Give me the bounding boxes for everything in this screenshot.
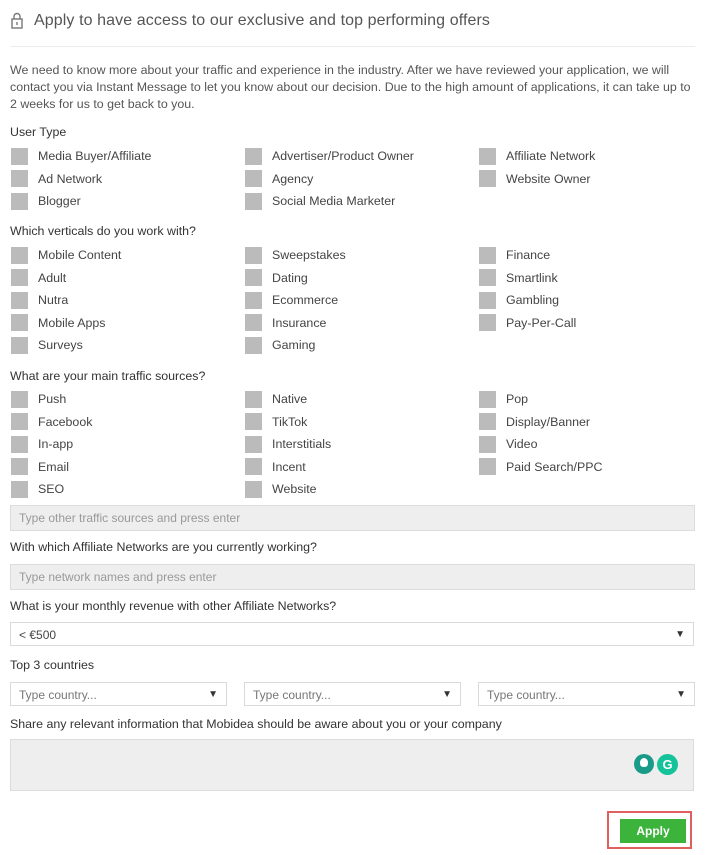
checkbox-option[interactable] xyxy=(245,145,479,168)
info-label: Share any relevant information that Mobidea should be aware about you or your company xyxy=(10,717,502,731)
checkbox[interactable] xyxy=(11,247,28,264)
countries-label: Top 3 countries xyxy=(10,658,95,672)
dropdown-arrow-icon: ▼ xyxy=(442,689,452,700)
checkbox-option[interactable] xyxy=(479,168,701,191)
dropdown-arrow-icon: ▼ xyxy=(676,689,686,700)
checkbox-label: Media Buyer/Affiliate xyxy=(38,149,152,164)
checkbox[interactable] xyxy=(245,413,262,430)
verticals-options xyxy=(11,244,701,357)
country-select-2[interactable] xyxy=(244,682,461,706)
checkbox-label: Ad Network xyxy=(38,171,103,186)
checkbox-option[interactable] xyxy=(245,190,479,213)
checkbox-option[interactable] xyxy=(479,267,701,290)
user-type-label: User Type xyxy=(10,125,67,139)
checkbox[interactable] xyxy=(11,391,28,408)
checkbox-label: Sweepstakes xyxy=(272,248,346,263)
checkbox-label: Finance xyxy=(506,248,551,263)
checkbox-option[interactable] xyxy=(11,388,245,411)
dropdown-arrow-icon: ▼ xyxy=(208,689,218,700)
checkbox-label: Ecommerce xyxy=(272,293,339,308)
revenue-value: < €500 xyxy=(19,628,57,642)
checkbox-option[interactable] xyxy=(11,168,245,191)
checkbox[interactable] xyxy=(479,170,496,187)
checkbox[interactable] xyxy=(479,391,496,408)
user-type-options xyxy=(11,145,701,213)
checkbox[interactable] xyxy=(11,269,28,286)
checkbox-option[interactable] xyxy=(479,244,701,267)
checkbox-label: Smartlink xyxy=(506,270,558,285)
checkbox-option[interactable] xyxy=(11,456,245,479)
checkbox-option[interactable] xyxy=(11,411,245,434)
checkbox-label: In-app xyxy=(38,437,74,452)
checkbox[interactable] xyxy=(245,193,262,210)
checkbox-label: Dating xyxy=(272,270,308,285)
checkbox-label: Gaming xyxy=(272,338,316,353)
networks-input[interactable]: Type network names and press enter xyxy=(10,564,695,590)
checkbox-option[interactable] xyxy=(479,289,701,312)
checkbox-label: Website Owner xyxy=(506,171,591,186)
checkbox-label: Surveys xyxy=(38,338,83,353)
checkbox[interactable] xyxy=(11,148,28,165)
apply-button[interactable]: Apply xyxy=(620,819,686,843)
checkbox[interactable] xyxy=(245,337,262,354)
checkbox-label: Advertiser/Product Owner xyxy=(272,149,414,164)
lock-icon xyxy=(10,12,24,30)
checkbox[interactable] xyxy=(11,481,28,498)
verticals-label: Which verticals do you work with? xyxy=(10,224,196,238)
checkbox[interactable] xyxy=(245,314,262,331)
checkbox[interactable] xyxy=(245,269,262,286)
checkbox[interactable] xyxy=(11,337,28,354)
revenue-label: What is your monthly revenue with other Affiliate Networks? xyxy=(10,599,337,613)
checkbox-label: Interstitials xyxy=(272,437,332,452)
country-placeholder: Type country... xyxy=(19,688,97,702)
checkbox-option[interactable] xyxy=(245,433,479,456)
checkbox-label: Pay-Per-Call xyxy=(506,315,577,330)
country-placeholder: Type country... xyxy=(487,688,565,702)
checkbox-option[interactable] xyxy=(11,244,245,267)
checkbox[interactable] xyxy=(479,314,496,331)
checkbox-option[interactable] xyxy=(245,456,479,479)
checkbox-option[interactable] xyxy=(11,312,245,335)
checkbox[interactable] xyxy=(11,413,28,430)
checkbox-option[interactable] xyxy=(479,456,701,479)
checkbox[interactable] xyxy=(479,436,496,453)
checkbox[interactable] xyxy=(11,193,28,210)
traffic-options xyxy=(11,388,701,501)
checkbox-label: SEO xyxy=(38,482,65,497)
checkbox[interactable] xyxy=(479,148,496,165)
dropdown-arrow-icon: ▼ xyxy=(675,629,685,640)
checkbox-option[interactable] xyxy=(11,334,245,357)
checkbox[interactable] xyxy=(11,314,28,331)
checkbox-option[interactable] xyxy=(11,267,245,290)
checkbox-option[interactable] xyxy=(245,478,479,501)
checkbox[interactable] xyxy=(245,247,262,264)
checkbox-label: Push xyxy=(38,392,67,407)
checkbox-label: Social Media Marketer xyxy=(272,194,396,209)
checkbox[interactable] xyxy=(245,170,262,187)
country-placeholder: Type country... xyxy=(253,688,331,702)
revenue-select[interactable] xyxy=(10,622,694,646)
checkbox-label: Website xyxy=(272,482,317,497)
checkbox-label: Facebook xyxy=(38,414,93,429)
checkbox-label: Nutra xyxy=(38,293,69,308)
checkbox-label: Incent xyxy=(272,459,306,474)
checkbox-option[interactable] xyxy=(11,190,245,213)
checkbox-label: Pop xyxy=(506,392,529,407)
checkbox-option[interactable] xyxy=(479,411,701,434)
checkbox-label: Affiliate Network xyxy=(506,149,596,164)
checkbox-label: Blogger xyxy=(38,194,81,209)
checkbox[interactable] xyxy=(245,436,262,453)
intro-text: We need to know more about your traffic and experience in the industry. After we have reviewed your application, we will contact you via Instant Message to let you know about our decision. Due to the high amount of applications, it can take up to 2 weeks for us to get back to you. xyxy=(10,63,691,111)
country-select-3[interactable] xyxy=(478,682,695,706)
checkbox-option[interactable] xyxy=(245,289,479,312)
form-header xyxy=(10,12,490,30)
checkbox-option[interactable] xyxy=(245,244,479,267)
grammarly-logo-icon[interactable] xyxy=(657,754,678,775)
checkbox-label: Email xyxy=(38,459,69,474)
checkbox-label: Video xyxy=(506,437,538,452)
checkbox-label: Mobile Apps xyxy=(38,315,106,330)
checkbox-option[interactable] xyxy=(245,388,479,411)
checkbox[interactable] xyxy=(245,391,262,408)
checkbox[interactable] xyxy=(479,458,496,475)
checkbox[interactable] xyxy=(479,413,496,430)
checkbox-option[interactable] xyxy=(479,433,701,456)
checkbox-label: Agency xyxy=(272,171,314,186)
checkbox-label: Native xyxy=(272,392,308,407)
page-title: Apply to have access to our exclusive and top performing offers xyxy=(34,12,491,29)
checkbox[interactable] xyxy=(11,458,28,475)
checkbox-option[interactable] xyxy=(479,388,701,411)
checkbox-label: Paid Search/PPC xyxy=(506,459,603,474)
checkbox[interactable] xyxy=(479,269,496,286)
checkbox-option[interactable] xyxy=(479,312,701,335)
checkbox-option[interactable] xyxy=(11,145,245,168)
checkbox-label: TikTok xyxy=(272,414,308,429)
checkbox[interactable] xyxy=(245,481,262,498)
checkbox[interactable] xyxy=(245,292,262,309)
checkbox[interactable] xyxy=(11,292,28,309)
checkbox-label: Insurance xyxy=(272,315,327,330)
checkbox-option[interactable] xyxy=(11,478,245,501)
checkbox[interactable] xyxy=(11,170,28,187)
checkbox[interactable] xyxy=(479,247,496,264)
checkbox-option[interactable] xyxy=(245,411,479,434)
header-divider xyxy=(10,46,695,47)
checkbox-option[interactable] xyxy=(245,168,479,191)
checkbox-label: Display/Banner xyxy=(506,414,591,429)
checkbox-label: Gambling xyxy=(506,293,560,308)
checkbox-option[interactable] xyxy=(245,334,479,357)
other-traffic-input[interactable]: Type other traffic sources and press enter xyxy=(10,505,695,531)
checkbox-option[interactable] xyxy=(11,289,245,312)
checkbox-option[interactable] xyxy=(245,312,479,335)
networks-label: With which Affiliate Networks are you currently working? xyxy=(10,540,317,554)
checkbox-option[interactable] xyxy=(11,433,245,456)
country-select-1[interactable] xyxy=(10,682,227,706)
checkbox[interactable] xyxy=(11,436,28,453)
checkbox[interactable] xyxy=(479,292,496,309)
checkbox[interactable] xyxy=(245,148,262,165)
checkbox[interactable] xyxy=(245,458,262,475)
info-textarea[interactable] xyxy=(10,739,694,791)
checkbox-label: Adult xyxy=(38,270,67,285)
checkbox-option[interactable] xyxy=(245,267,479,290)
checkbox-label: Mobile Content xyxy=(38,248,122,263)
traffic-label: What are your main traffic sources? xyxy=(10,369,206,383)
grammarly-bulb-icon[interactable] xyxy=(634,754,654,774)
checkbox-option[interactable] xyxy=(479,145,701,168)
